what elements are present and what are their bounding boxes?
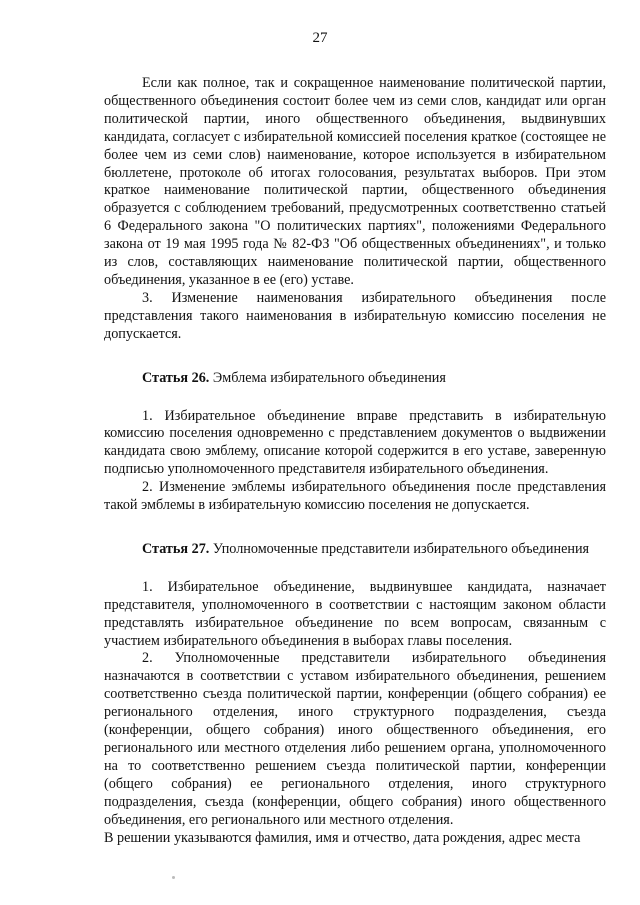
paragraph: 1. Избирательное объединение, выдвинувшее кандидата, назначает представителя, уполномоченного в соответствии с настоящим законом области представлять избирательное объединение по всем вопросам, связанным с участием избирательного объединения в выборах главы поселения. [104,578,606,649]
article-27-heading [104,541,606,559]
page-number: 27 [312,30,328,46]
paragraph: 2. Изменение эмблемы избирательного объединения после представления такой эмблемы в избирательную комиссию поселения не допускается. [104,479,606,514]
article-27-title: Уполномоченные представители избирательного объединения [209,540,590,557]
article-26-label: Статья 26. [142,369,210,386]
article-26-title: Эмблема избирательного объединения [209,369,446,386]
paragraph: 2. Уполномоченные представители избирательного объединения назначаются в соответствии с уставом избирательного объединения, решением соответственно съезда политической партии, конференции (общего собрания) ее регионального отделения, иного структурного подразделения, съезда (конференции, общего собрания) иного общественного объединения, его регионального или местного отделения либо решением органа, уполномоченного на то соответственно решением съезда политической партии, конференции (общего собрания) ее регионального отделения, иного структурного подразделения, съезда (конференции, общего собрания) иного общественного объединения, его регионального или местного отделения. [104,650,606,828]
article-27-label: Статья 27. [142,540,210,557]
scan-speck [172,876,175,879]
paragraph: 1. Избирательное объединение вправе представить в избирательную комиссию поселения одновременно с представлением документов о выдвижении кандидата свою эмблему, описание которой содержится в его уставе, заверенную подписью уполномоченного представителя избирательного объединения. [104,407,606,478]
paragraph: Если как полное, так и сокращенное наименование политической партии, общественного объединения состоит более чем из семи слов, кандидат или орган политической партии, иного общественного объединения, выдвинувших кандидата, согласует с избирательной комиссией поселения краткое (состоящее не более чем из семи слов) наименование, которое используется в избирательном бюллетене, протоколе об итогах голосования, результатах выборов. При этом краткое наименование политической партии, общественного объединения образуется с соблюдением требований, предусмотренных соответственно статьей 6 Федерального закона "О политических партиях", положениями Федерального закона от 19 мая 1995 года № 82-ФЗ "Об общественных объединениях", и только из слов, составляющих наименование политической партии, общественного объединения, указанное в ее (его) уставе. [104,75,606,288]
article-26-heading [104,370,606,388]
paragraph: В решении указываются фамилия, имя и отчество, дата рождения, адрес места [104,829,581,846]
page-body [104,75,606,847]
paragraph: 3. Изменение наименования избирательного объединения после представления такого наименования в избирательную комиссию поселения не допускается. [104,289,606,342]
